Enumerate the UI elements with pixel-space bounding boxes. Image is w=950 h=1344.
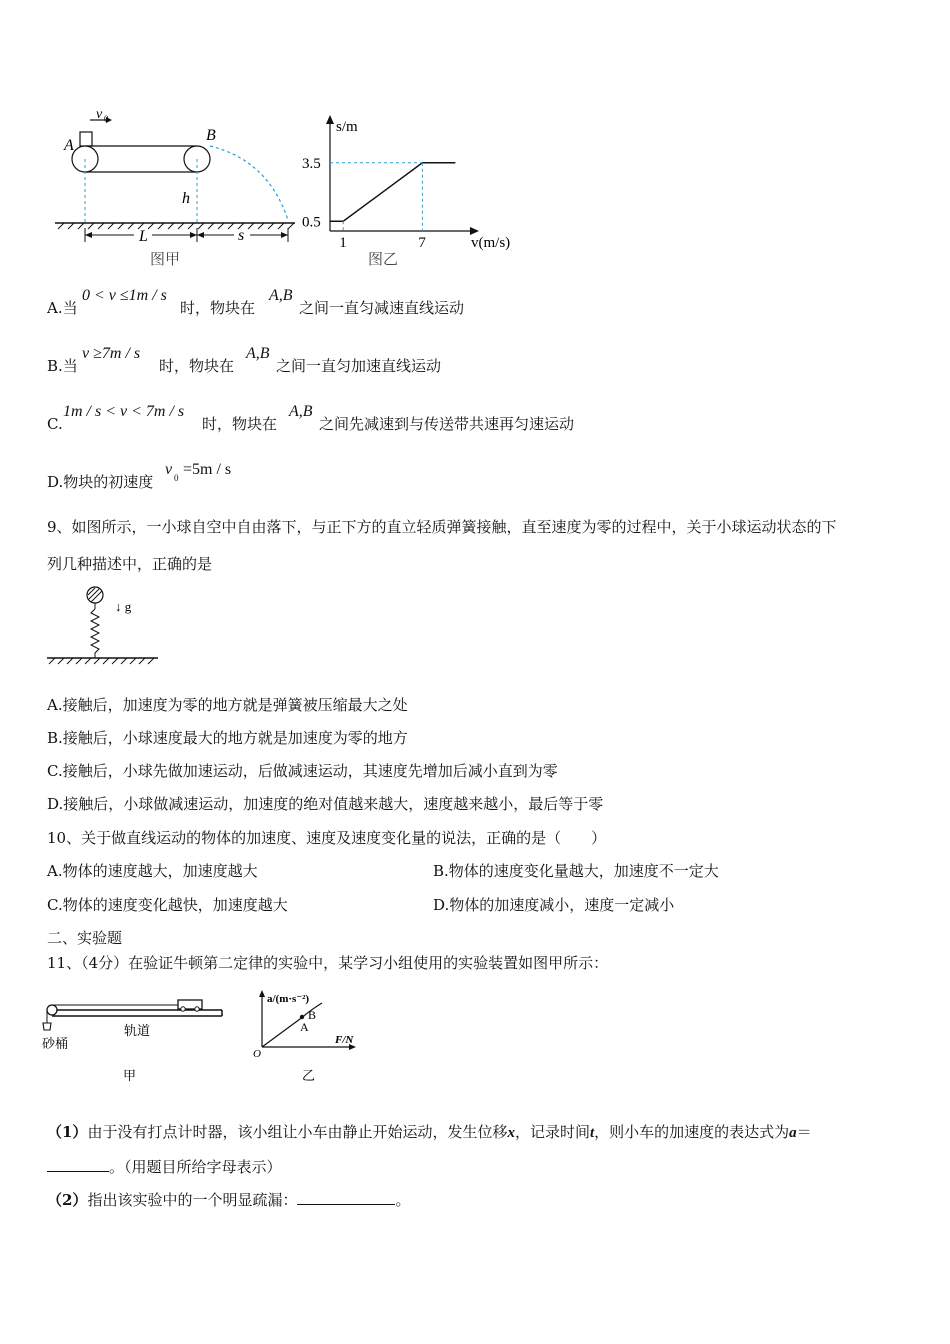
q10-option-b: B.物体的速度变化量越大，加速度不一定大 <box>433 862 719 880</box>
af-label-b: B <box>308 1008 317 1022</box>
q8-d-prefix: D.物块的初速度 <box>47 473 154 491</box>
bucket-label: 砂桶 <box>42 1036 69 1051</box>
dim-l-arrow-right <box>190 232 197 238</box>
q11-part1-line2 <box>47 1156 282 1178</box>
q11-p1-a: 由于没有打点计时器，该小组让小车由静止开始运动，发生位移 <box>87 1123 508 1141</box>
v0-subscript: 0 <box>104 114 109 124</box>
q8-c-math: 1m / s < v < 7m / s <box>63 403 185 420</box>
af-x-label: F/N <box>335 1034 354 1046</box>
q8-a-ab: A,B <box>269 287 293 304</box>
caption-fig-b: 图乙 <box>368 250 399 268</box>
q11-stem: 11、（4分）在验证牛顿第二定律的实验中，某学习小组使用的实验装置如图甲所示： <box>47 954 609 972</box>
x-tick-7: 7 <box>418 235 426 251</box>
q11-p2-tail: 。 <box>395 1191 411 1209</box>
section-title: 二、实验题 <box>47 929 123 947</box>
q8-c-ab: A,B <box>289 403 313 420</box>
af-origin: O <box>253 1048 261 1060</box>
q9-option-c: C.接触后，小球先做加速运动，后做减速运动，其速度先增加后减小直到为零 <box>47 762 558 780</box>
q11-p1-answer-blank[interactable] <box>47 1156 109 1172</box>
label-l: L <box>139 228 148 245</box>
q8-d-v: v <box>165 461 173 478</box>
v0-label: v <box>96 107 103 122</box>
dim-l-arrow-left <box>85 232 92 238</box>
q11-part1-line1 <box>47 1121 812 1144</box>
cart-wheel-right <box>195 1007 199 1011</box>
q8-b-math: v ≥7m / s <box>82 345 141 362</box>
q11-p1-tail: 。（用题目所给字母表示） <box>109 1158 282 1176</box>
trajectory <box>210 146 288 220</box>
figure-track-apparatus <box>40 990 230 1085</box>
q8-c-suffix: 之间先减速到与传送带共速再匀速运动 <box>319 415 575 433</box>
q8-b-mid: 时，物块在 <box>159 357 235 375</box>
ball <box>87 587 103 603</box>
x-axis-arrow <box>470 227 479 235</box>
track-label: 轨道 <box>124 1023 151 1038</box>
block <box>80 132 92 146</box>
q8-a-prefix: A.当 <box>47 299 78 317</box>
q8-b-ab: A,B <box>246 345 270 362</box>
q10-option-c: C.物体的速度变化越快，加速度越大 <box>47 896 288 914</box>
g-label: ↓ g <box>115 599 132 614</box>
spring <box>91 609 99 658</box>
caption-fig-a: 图甲 <box>150 250 181 268</box>
q9-stem-line1: 9、如图所示，一小球自空中自由落下，与正下方的直立轻质弹簧接触，直至速度为零的过程中，关于小球运动状态的下 <box>47 518 837 536</box>
series-line <box>330 163 455 222</box>
q9-option-b: B.接触后，小球速度最大的地方就是加速度为零的地方 <box>47 729 408 747</box>
af-y-label: a/(m·s⁻²) <box>267 993 310 1005</box>
label-a: A <box>64 137 74 154</box>
y-tick-3.5: 3.5 <box>302 155 321 172</box>
q8-a-suffix: 之间一直匀减速直线运动 <box>299 299 465 317</box>
q11-p1-a-var: a <box>789 1125 797 1141</box>
q11-p2-num: （2） <box>47 1191 88 1209</box>
dim-s-arrow-right <box>281 232 288 238</box>
label-b: B <box>206 127 216 144</box>
q11-p1-eq: ＝ <box>796 1123 812 1141</box>
figure-a-f-graph <box>250 985 370 1085</box>
label-s: s <box>238 227 245 244</box>
s-v-chart <box>295 105 530 255</box>
q10-stem: 10、关于做直线运动的物体的加速度、速度及速度变化量的说法，正确的是（ ） <box>47 829 607 847</box>
q11-p1-b: ，记录时间 <box>514 1123 590 1141</box>
q11-p1-x: x <box>507 1125 515 1141</box>
q8-option-a <box>47 286 907 326</box>
af-y-arrow <box>259 990 265 997</box>
y-axis-label: s/m <box>336 119 358 135</box>
floor-hatch <box>49 658 154 664</box>
label-h: h <box>182 190 190 207</box>
q8-a-math: 0 < v ≤1m / s <box>82 287 167 304</box>
q8-b-prefix: B.当 <box>47 357 78 375</box>
q9-option-a: A.接触后，加速度为零的地方就是弹簧被压缩最大之处 <box>47 696 408 714</box>
q8-c-mid: 时，物块在 <box>202 415 278 433</box>
q8-a-mid: 时，物块在 <box>180 299 256 317</box>
y-axis-arrow <box>326 115 334 124</box>
q11-p2-a: 指出该实验中的一个明显疏漏： <box>87 1191 298 1209</box>
caption-fig-jia: 甲 <box>123 1068 137 1083</box>
q8-d-sub: 0 <box>174 473 179 483</box>
q11-p2-answer-blank[interactable] <box>297 1189 395 1205</box>
x-axis-label: v(m/s) <box>471 235 511 251</box>
q8-b-suffix: 之间一直匀加速直线运动 <box>276 357 442 375</box>
af-point-a <box>300 1015 304 1019</box>
q8-c-prefix: C. <box>47 415 63 433</box>
q8-option-c <box>47 402 907 442</box>
figure-ball-spring <box>45 583 165 673</box>
dim-s-arrow-left <box>197 232 204 238</box>
af-label-a: A <box>300 1020 309 1034</box>
cart-wheel-left <box>181 1007 185 1011</box>
pulley <box>47 1005 57 1015</box>
q11-p1-t: t <box>589 1125 595 1141</box>
q8-option-b <box>47 344 907 384</box>
q11-p1-c: ，则小车的加速度的表达式为 <box>594 1123 790 1141</box>
q11-part2 <box>47 1189 410 1211</box>
q8-option-d <box>47 460 907 500</box>
ground-hatch <box>58 223 294 229</box>
caption-fig-yi: 乙 <box>302 1068 316 1083</box>
q8-d-rest: =5m / s <box>183 461 232 478</box>
q10-option-d: D.物体的加速度减小，速度一定减小 <box>433 896 675 914</box>
x-tick-1: 1 <box>339 235 347 251</box>
q11-p1-num: （1） <box>47 1123 88 1141</box>
q9-stem-line2: 列几种描述中，正确的是 <box>47 555 213 573</box>
y-tick-0.5: 0.5 <box>302 214 321 231</box>
q10-option-a: A.物体的速度越大，加速度越大 <box>47 862 258 880</box>
sand-bucket <box>43 1023 51 1030</box>
q9-option-d: D.接触后，小球做减速运动，加速度的绝对值越来越大，速度越来越小，最后等于零 <box>47 795 604 813</box>
